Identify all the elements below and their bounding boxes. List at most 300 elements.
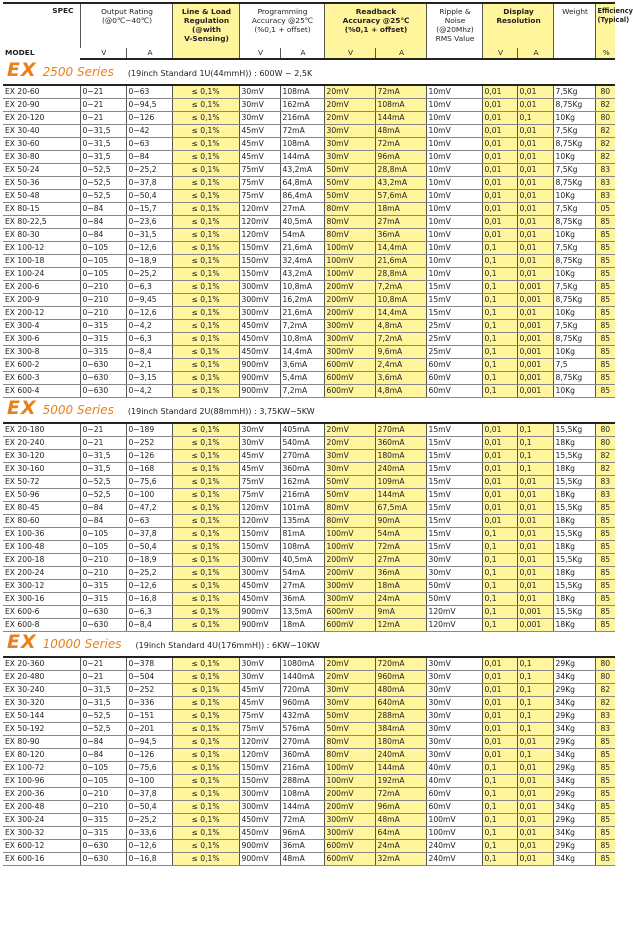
table-cell: 29Kg (553, 788, 595, 801)
table-cell: ≤ 0,1% (172, 515, 239, 528)
table-cell: 0~315 (80, 346, 126, 359)
table-cell: 0,01 (517, 476, 553, 489)
table-row (3, 528, 615, 541)
table-cell: 0~630 (80, 853, 126, 866)
table-cell: 8,75Kg (553, 99, 595, 112)
table-cell: 0~31,5 (80, 684, 126, 697)
table-cell: ≤ 0,1% (172, 450, 239, 463)
table-cell: 30mV (239, 437, 280, 450)
table-cell: 0,001 (517, 385, 553, 398)
table-cell: 8,75Kg (553, 333, 595, 346)
table-cell: 288mA (375, 710, 426, 723)
table-cell: 85 (595, 359, 615, 372)
series-title-row (3, 398, 615, 424)
table-cell: 72mA (375, 788, 426, 801)
table-row (3, 476, 615, 489)
table-cell: 45mV (239, 697, 280, 710)
table-cell: 85 (595, 736, 615, 749)
table-cell: 108mA (280, 85, 324, 99)
table-cell: 80mV (324, 749, 375, 762)
table-row (3, 463, 615, 476)
table-cell: 900mV (239, 385, 280, 398)
table-cell: 85 (595, 606, 615, 619)
table-cell: 18Kg (553, 619, 595, 632)
table-cell: 45mV (239, 463, 280, 476)
table-cell: 0~126 (126, 112, 172, 125)
table-cell: 83 (595, 476, 615, 489)
table-cell: 29Kg (553, 814, 595, 827)
table-cell: 0,001 (517, 281, 553, 294)
table-cell: 0~31,5 (80, 151, 126, 164)
table-cell: 144mA (375, 489, 426, 502)
table-cell: 101mA (280, 502, 324, 515)
table-row (3, 827, 615, 840)
table-cell: 85 (595, 372, 615, 385)
table-row (3, 164, 615, 177)
table-cell: 10mV (426, 85, 482, 99)
table-cell: 0~630 (80, 606, 126, 619)
table-cell: 40mV (426, 775, 482, 788)
table-cell: 10Kg (553, 190, 595, 203)
table-cell: 30mV (426, 567, 482, 580)
table-cell: 0~100 (126, 489, 172, 502)
table-cell: ≤ 0,1% (172, 671, 239, 684)
table-cell: 0,1 (517, 710, 553, 723)
table-cell: 150mV (239, 775, 280, 788)
table-cell: 30mV (324, 450, 375, 463)
table-cell: 0,1 (482, 801, 517, 814)
table-cell: 7,2mA (280, 320, 324, 333)
table-cell: EX 80-45 (3, 502, 80, 515)
table-cell: 0,01 (482, 736, 517, 749)
sub-v: V (80, 48, 126, 59)
table-cell: 405mA (280, 423, 324, 437)
table-cell: 0~21 (80, 112, 126, 125)
table-cell: 0~630 (80, 385, 126, 398)
table-cell: 0,1 (482, 827, 517, 840)
table-cell: 0~210 (80, 567, 126, 580)
table-cell: ≤ 0,1% (172, 463, 239, 476)
table-cell: 85 (595, 567, 615, 580)
table-cell: 16,2mA (280, 294, 324, 307)
table-cell: ≤ 0,1% (172, 151, 239, 164)
table-row (3, 788, 615, 801)
table-cell: 15mV (426, 307, 482, 320)
table-cell: 270mA (280, 450, 324, 463)
table-row (3, 736, 615, 749)
table-cell: EX 80-60 (3, 515, 80, 528)
table-cell: 96mA (375, 151, 426, 164)
table-cell: 120mV (239, 502, 280, 515)
table-cell: 0~126 (126, 450, 172, 463)
table-cell: EX 100-96 (3, 775, 80, 788)
table-cell: 20mV (324, 657, 375, 671)
table-cell: 0~52,5 (80, 710, 126, 723)
table-cell: 450mV (239, 320, 280, 333)
table-cell: ≤ 0,1% (172, 177, 239, 190)
sub-blank (426, 48, 482, 59)
table-cell: 10mV (426, 138, 482, 151)
table-cell: 15mV (426, 450, 482, 463)
table-cell: 960mA (375, 671, 426, 684)
table-cell: ≤ 0,1% (172, 437, 239, 450)
table-cell: 0,1 (482, 840, 517, 853)
table-cell: 0,1 (517, 657, 553, 671)
table-cell: 0,01 (517, 307, 553, 320)
table-cell: 85 (595, 242, 615, 255)
table-cell: 0~84 (80, 203, 126, 216)
table-cell: 0~630 (80, 619, 126, 632)
table-body (3, 59, 615, 866)
table-cell: 85 (595, 775, 615, 788)
table-cell: 15,5Kg (553, 450, 595, 463)
display-header: Display Resolution (482, 3, 553, 48)
table-cell: 0~84 (80, 736, 126, 749)
table-cell: 450mV (239, 593, 280, 606)
table-cell: 0~94,5 (126, 99, 172, 112)
table-cell: EX 50-192 (3, 723, 80, 736)
table-cell: 100mV (324, 268, 375, 281)
table-cell: EX 200-12 (3, 307, 80, 320)
table-cell: ≤ 0,1% (172, 359, 239, 372)
table-cell: 540mA (280, 437, 324, 450)
table-cell: 0,01 (482, 502, 517, 515)
table-cell: 43,2mA (280, 268, 324, 281)
table-cell: 7,5Kg (553, 164, 595, 177)
table-row (3, 450, 615, 463)
series-brand: EX (7, 59, 37, 81)
table-cell: 14,4mA (280, 346, 324, 359)
table-cell: 18Kg (553, 515, 595, 528)
table-cell: 0,01 (482, 684, 517, 697)
table-cell: 0,01 (517, 814, 553, 827)
table-cell: 0~84 (80, 502, 126, 515)
table-cell: 0~16,8 (126, 853, 172, 866)
table-row (3, 840, 615, 853)
table-cell: ≤ 0,1% (172, 827, 239, 840)
table-cell: 0,01 (482, 515, 517, 528)
table-cell: 600mV (324, 606, 375, 619)
table-row (3, 385, 615, 398)
table-cell: 10Kg (553, 112, 595, 125)
table-cell: 60mV (426, 372, 482, 385)
table-cell: 0,01 (517, 99, 553, 112)
sub-blank (553, 48, 595, 59)
table-cell: 9,6mA (375, 346, 426, 359)
table-cell: EX 20-240 (3, 437, 80, 450)
table-cell: 960mA (280, 697, 324, 710)
table-cell: 18mA (280, 619, 324, 632)
table-cell: 0,01 (482, 138, 517, 151)
table-row (3, 112, 615, 125)
table-row (3, 710, 615, 723)
table-cell: 30mV (239, 657, 280, 671)
table-cell: 8,75Kg (553, 216, 595, 229)
table-row (3, 346, 615, 359)
table-cell: 83 (595, 489, 615, 502)
table-cell: ≤ 0,1% (172, 554, 239, 567)
table-cell: 83 (595, 177, 615, 190)
table-cell: 85 (595, 281, 615, 294)
table-cell: 216mA (280, 112, 324, 125)
table-cell: 300mV (239, 281, 280, 294)
table-cell: 50mV (324, 476, 375, 489)
table-cell: 200mV (324, 281, 375, 294)
table-cell: 0~315 (80, 593, 126, 606)
table-cell: 57,6mA (375, 190, 426, 203)
table-cell: 0,01 (482, 203, 517, 216)
table-cell: 83 (595, 164, 615, 177)
table-cell: 0~52,5 (80, 177, 126, 190)
table-cell: 82 (595, 99, 615, 112)
table-cell: 8,75Kg (553, 177, 595, 190)
table-cell: 120mV (239, 229, 280, 242)
table-cell: 0,1 (482, 528, 517, 541)
table-cell: 86,4mA (280, 190, 324, 203)
table-cell: EX 30-40 (3, 125, 80, 138)
table-cell: 10mV (426, 255, 482, 268)
table-cell: 29Kg (553, 684, 595, 697)
table-cell: 0,1 (517, 450, 553, 463)
table-cell: 72mA (375, 541, 426, 554)
table-cell: 0~4,2 (126, 385, 172, 398)
table-cell: EX 50-48 (3, 190, 80, 203)
table-cell: 0~37,8 (126, 788, 172, 801)
table-cell: ≤ 0,1% (172, 216, 239, 229)
table-cell: 0~630 (80, 359, 126, 372)
table-cell: 150mV (239, 528, 280, 541)
table-row (3, 242, 615, 255)
table-cell: 34Kg (553, 671, 595, 684)
table-cell: 900mV (239, 372, 280, 385)
table-cell: EX 20-360 (3, 657, 80, 671)
table-cell: EX 300-24 (3, 814, 80, 827)
table-cell: EX 80-30 (3, 229, 80, 242)
table-cell: 0~105 (80, 255, 126, 268)
table-cell: 0~21 (80, 437, 126, 450)
table-cell: EX 50-72 (3, 476, 80, 489)
table-cell: 0,01 (517, 788, 553, 801)
table-cell: 300mV (324, 346, 375, 359)
table-cell: 0~75,6 (126, 476, 172, 489)
table-cell: 15,5Kg (553, 606, 595, 619)
table-cell: 30mV (426, 697, 482, 710)
table-cell: 0,001 (517, 320, 553, 333)
table-cell: 7,5Kg (553, 203, 595, 216)
table-cell: ≤ 0,1% (172, 203, 239, 216)
table-cell: 300mV (324, 814, 375, 827)
table-row (3, 125, 615, 138)
table-cell: 0~31,5 (80, 697, 126, 710)
table-cell: 360mA (280, 749, 324, 762)
table-cell: 30mV (324, 697, 375, 710)
table-cell: 100mV (324, 541, 375, 554)
table-cell: 720mA (280, 684, 324, 697)
table-cell: EX 20-60 (3, 85, 80, 99)
table-cell: 10Kg (553, 229, 595, 242)
table-cell: 0~75,6 (126, 762, 172, 775)
table-cell: ≤ 0,1% (172, 268, 239, 281)
table-cell: 0,01 (482, 229, 517, 242)
table-cell: 40,5mA (280, 554, 324, 567)
table-cell: 0,1 (517, 671, 553, 684)
table-cell: 10mV (426, 177, 482, 190)
table-cell: 10mV (426, 190, 482, 203)
table-cell: 30mV (324, 684, 375, 697)
table-cell: EX 100-36 (3, 528, 80, 541)
spec-table-sheet (3, 2, 633, 866)
table-cell: 216mA (280, 762, 324, 775)
table-cell: 29Kg (553, 840, 595, 853)
table-cell: 29Kg (553, 710, 595, 723)
table-cell: 82 (595, 125, 615, 138)
table-cell: 300mV (239, 294, 280, 307)
table-cell: EX 50-24 (3, 164, 80, 177)
table-cell: 85 (595, 320, 615, 333)
table-cell: 50mV (324, 710, 375, 723)
table-row (3, 190, 615, 203)
table-row (3, 723, 615, 736)
table-cell: 0~210 (80, 788, 126, 801)
table-cell: 50mV (324, 164, 375, 177)
table-cell: 0~18,9 (126, 554, 172, 567)
table-cell: 0,1 (482, 541, 517, 554)
table-cell: 0,1 (482, 814, 517, 827)
table-row (3, 814, 615, 827)
table-row (3, 657, 615, 671)
table-cell: ≤ 0,1% (172, 723, 239, 736)
table-cell: ≤ 0,1% (172, 528, 239, 541)
table-cell: 0,1 (482, 788, 517, 801)
table-cell: 0~33,6 (126, 827, 172, 840)
table-cell: 82 (595, 684, 615, 697)
table-cell: EX 50-36 (3, 177, 80, 190)
table-cell: 300mV (239, 567, 280, 580)
table-cell: EX 200-24 (3, 567, 80, 580)
table-cell: 0,01 (482, 151, 517, 164)
ripple-header: Ripple & Noise (@20Mhz) RMS Value (426, 3, 482, 48)
table-cell: 0,1 (482, 307, 517, 320)
table-cell: 0~504 (126, 671, 172, 684)
table-cell: 0~252 (126, 684, 172, 697)
table-cell: 200mV (324, 307, 375, 320)
table-cell: 10mV (426, 125, 482, 138)
sub-v: V (482, 48, 517, 59)
table-row (3, 684, 615, 697)
table-cell: 20mV (324, 671, 375, 684)
table-row (3, 423, 615, 437)
table-cell: 0~37,8 (126, 528, 172, 541)
table-cell: 0~105 (80, 775, 126, 788)
table-cell: 0~210 (80, 554, 126, 567)
table-cell: 0,01 (482, 423, 517, 437)
table-cell: 0,001 (517, 346, 553, 359)
table-cell: 0,1 (482, 294, 517, 307)
table-cell: ≤ 0,1% (172, 710, 239, 723)
table-cell: 450mV (239, 580, 280, 593)
table-cell: 0,01 (482, 697, 517, 710)
table-cell: 0,01 (517, 554, 553, 567)
table-cell: 0,01 (517, 85, 553, 99)
table-cell: 270mA (375, 423, 426, 437)
table-cell: 80mV (324, 203, 375, 216)
table-cell: 0,01 (482, 125, 517, 138)
table-row (3, 333, 615, 346)
table-cell: 30mV (324, 138, 375, 151)
table-cell: 10mV (426, 242, 482, 255)
table-cell: 240mA (375, 463, 426, 476)
table-cell: 0~6,3 (126, 333, 172, 346)
table-cell: EX 600-2 (3, 359, 80, 372)
table-cell: ≤ 0,1% (172, 567, 239, 580)
table-cell: ≤ 0,1% (172, 580, 239, 593)
table-cell: 40,5mA (280, 216, 324, 229)
table-cell: EX 80-90 (3, 736, 80, 749)
table-cell: 0~336 (126, 697, 172, 710)
table-cell: 0~105 (80, 528, 126, 541)
table-cell: 900mV (239, 619, 280, 632)
table-cell: 7,2mA (375, 333, 426, 346)
table-cell: 27mA (280, 203, 324, 216)
table-cell: EX 20-480 (3, 671, 80, 684)
table-cell: 300mV (324, 320, 375, 333)
table-cell: 85 (595, 385, 615, 398)
table-cell: EX 30-160 (3, 463, 80, 476)
table-cell: 0,001 (517, 372, 553, 385)
table-cell: EX 100-24 (3, 268, 80, 281)
table-cell: ≤ 0,1% (172, 684, 239, 697)
table-cell: 0,01 (517, 541, 553, 554)
table-cell: 10Kg (553, 307, 595, 320)
table-row (3, 85, 615, 99)
sub-a: A (126, 48, 172, 59)
table-cell: 144mA (280, 151, 324, 164)
table-cell: 450mV (239, 333, 280, 346)
table-cell: 45mV (239, 151, 280, 164)
table-cell: 27mA (375, 554, 426, 567)
table-cell: 64mA (375, 827, 426, 840)
table-cell: 0,001 (517, 606, 553, 619)
table-cell: 15mV (426, 463, 482, 476)
table-cell: 0,1 (482, 775, 517, 788)
table-cell: 10,8mA (375, 294, 426, 307)
series-title (3, 631, 320, 653)
efficiency-header: Efficiency (Typical) (595, 3, 615, 48)
table-cell: 30mV (426, 749, 482, 762)
series-name: 10000 Series (42, 637, 122, 651)
series-brand: EX (7, 397, 37, 419)
table-cell: 24mA (375, 593, 426, 606)
sub-blank (172, 48, 239, 59)
series-title (3, 397, 315, 419)
table-cell: 100mV (324, 255, 375, 268)
table-cell: 28,8mA (375, 268, 426, 281)
table-cell: 15mV (426, 515, 482, 528)
table-cell: 120mV (426, 606, 482, 619)
table-row (3, 372, 615, 385)
table-cell: 15mV (426, 437, 482, 450)
table-cell: 10mV (426, 112, 482, 125)
table-cell: ≤ 0,1% (172, 307, 239, 320)
table-cell: 0,01 (517, 190, 553, 203)
table-cell: 0~315 (80, 320, 126, 333)
table-cell: ≤ 0,1% (172, 346, 239, 359)
table-cell: 10mV (426, 229, 482, 242)
table-cell: 0~42 (126, 125, 172, 138)
table-cell: 34Kg (553, 801, 595, 814)
table-cell: 100mV (324, 762, 375, 775)
table-cell: 30mV (426, 554, 482, 567)
